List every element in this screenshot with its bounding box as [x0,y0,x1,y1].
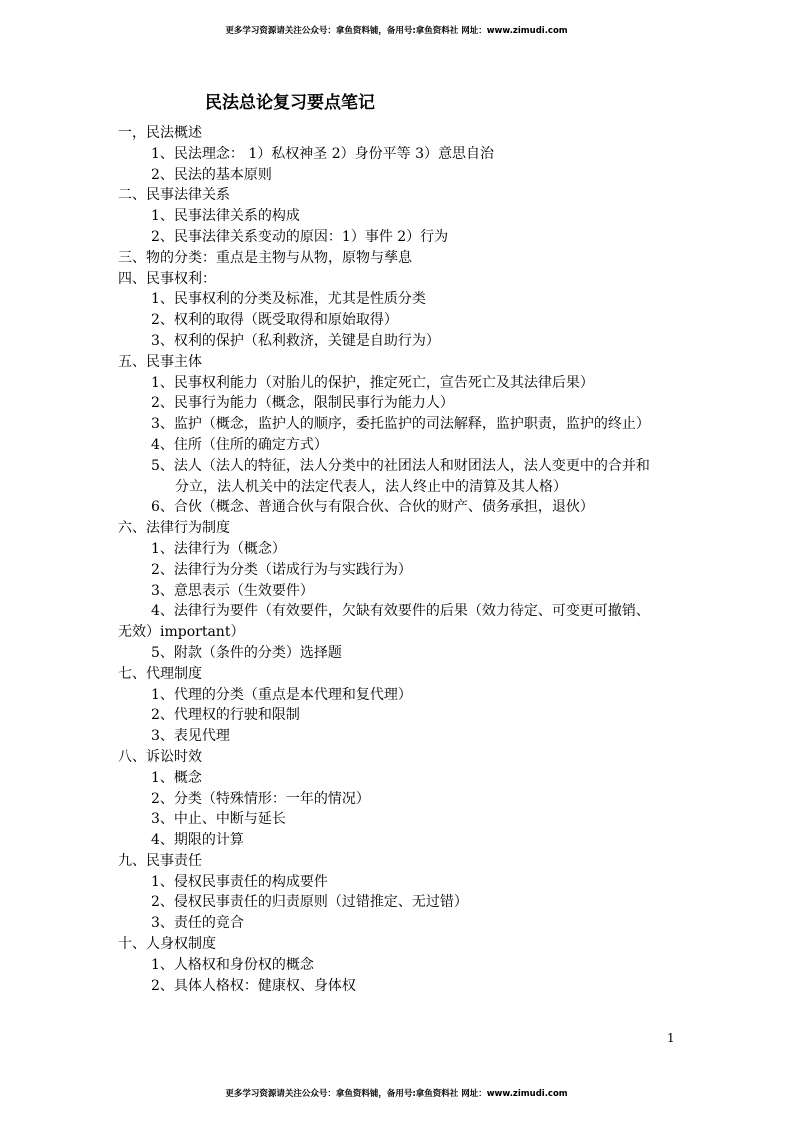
list-item: 3、意思表示（生效要件） [151,582,314,599]
list-item: 2、民事法律关系变动的原因：1）事件 2）行为 [151,228,449,245]
list-item: 1、人格权和身份权的概念 [151,956,314,973]
list-item: 4、期限的计算 [151,832,244,849]
header-banner: 更多学习资源请关注公众号：拿鱼资料铺，备用号:拿鱼资料社 网址：www.zimudi.com [225,26,568,36]
list-item: 1、代理的分类（重点是本代理和复代理） [151,686,412,703]
section-heading: 一，民法概述 [118,125,202,141]
list-item: 1、民事法律关系的构成 [151,208,300,225]
list-item: 3、责任的竞合 [151,915,244,932]
section-heading: 三、物的分类：重点是主物与从物，原物与孳息 [118,249,412,266]
section-heading: 八、诉讼时效 [118,748,202,765]
list-item: 2、分类（特殊情形：一年的情况） [151,790,370,807]
list-item: 1、民法理念： 1）私权神圣 2）身份平等 3）意思自治 [151,145,494,162]
list-item: 2、侵权民事责任的归责原则（过错推定、无过错） [151,894,468,911]
list-item: 2、民法的基本原则 [151,166,272,183]
list-item: 1、侵权民事责任的构成要件 [151,873,328,890]
list-item: 2、法律行为分类（诺成行为与实践行为） [151,561,412,578]
outline-content [0,123,793,996]
footer-banner: 更多学习资源请关注公众号：拿鱼资料铺，备用号:拿鱼资料社 网址：www.zimudi.com [225,1089,568,1099]
section-heading: 四、民事权利： [118,270,216,287]
list-item: 5、法人（法人的特征，法人分类中的社团法人和财团法人，法人变更中的合并和 [151,457,650,474]
list-item: 1、概念 [151,769,202,786]
section-heading: 五、民事主体 [118,353,202,370]
list-item-continuation: 分立，法人机关中的法定代表人，法人终止中的清算及其人格） [175,478,567,495]
list-item: 3、权利的保护（私利救济，关键是自助行为） [151,332,440,349]
page-number: 1 [667,1031,675,1045]
section-heading: 十、人身权制度 [118,936,216,953]
list-item: 2、民事行为能力（概念，限制民事行为能力人） [151,395,454,412]
list-item: 3、中止、中断与延长 [151,811,286,828]
list-item: 3、监护（概念，监护人的顺序，委托监护的司法解释，监护职责，监护的终止） [151,416,650,433]
section-heading: 七、代理制度 [118,665,202,682]
list-item: 2、代理权的行驶和限制 [151,707,300,724]
list-item: 2、具体人格权：健康权、身体权 [151,977,356,994]
section-heading: 九、民事责任 [118,852,202,869]
list-item-continuation: 无效）important） [118,624,245,641]
list-item: 2、权利的取得（既受取得和原始取得） [151,312,398,329]
page-title: 民法总论复习要点笔记 [205,93,375,113]
list-item: 3、表见代理 [151,728,230,745]
list-item: 1、法律行为（概念） [151,540,286,557]
section-heading: 六、法律行为制度 [118,520,230,537]
list-item: 4、住所（住所的确定方式） [151,436,328,453]
list-item: 4、法律行为要件（有效要件，欠缺有效要件的后果（效力待定、可变更可撤销、 [151,603,650,620]
list-item: 6、合伙（概念、普通合伙与有限合伙、合伙的财产、债务承担，退伙） [151,499,594,516]
section-heading: 二、民事法律关系 [118,187,230,204]
list-item: 1、民事权利能力（对胎儿的保护，推定死亡，宣告死亡及其法律后果） [151,374,594,391]
list-item: 5、附款（条件的分类）选择题 [151,644,342,661]
list-item: 1、民事权利的分类及标准，尤其是性质分类 [151,291,426,308]
